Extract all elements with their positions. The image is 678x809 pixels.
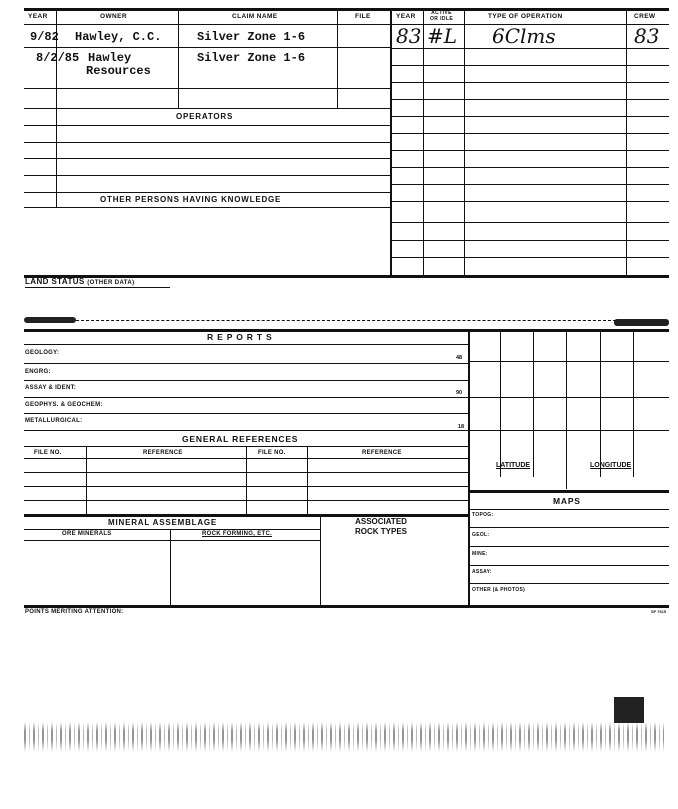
row-rule xyxy=(24,363,468,364)
col-rule xyxy=(533,329,534,477)
col-rule xyxy=(468,329,470,605)
row-rule xyxy=(24,605,669,608)
col-rule xyxy=(178,8,179,108)
row-rule xyxy=(468,527,669,528)
header-owner: OWNER xyxy=(100,13,127,20)
land-status-label xyxy=(25,277,135,286)
reports-top-rule xyxy=(24,329,669,332)
maps-title: MAPS xyxy=(553,496,581,506)
row-rule xyxy=(391,116,669,117)
header-bottom-rule xyxy=(24,24,669,25)
row-rule xyxy=(391,65,669,66)
row-rule xyxy=(468,509,669,510)
row1-claim-name: Silver Zone 1-6 xyxy=(197,30,306,44)
row2-owner-line2: Resources xyxy=(86,64,151,78)
report-geology-num: 48 xyxy=(456,355,463,361)
latitude-label: LATITUDE xyxy=(496,462,531,469)
header-crew: CREW xyxy=(634,13,656,20)
handwritten-type-of-operation: 6Clms xyxy=(492,24,556,48)
maps-topog: TOPOG: xyxy=(472,512,494,518)
row-rule xyxy=(24,207,391,208)
row1-year: 9/82 xyxy=(30,30,59,44)
longitude-label: LONGITUDE xyxy=(590,462,632,469)
row-rule xyxy=(391,201,669,202)
col-rule xyxy=(626,8,627,275)
row-rule xyxy=(24,540,320,541)
header-year-2: YEAR xyxy=(396,13,416,20)
col-rule xyxy=(246,446,247,514)
form-number: SF 7615 xyxy=(651,609,667,614)
row-rule xyxy=(468,490,669,493)
gr-reference-1: REFERENCE xyxy=(143,450,183,456)
report-metallurgical-num: 18 xyxy=(458,424,465,430)
row-rule xyxy=(24,88,391,89)
row2-owner: Hawley xyxy=(88,51,132,65)
row-rule xyxy=(24,108,391,109)
col-rule xyxy=(170,529,171,605)
col-rule xyxy=(390,8,392,275)
row-rule xyxy=(24,529,320,530)
gr-reference-2: REFERENCE xyxy=(362,450,402,456)
row-rule xyxy=(391,240,669,241)
row-rule xyxy=(24,125,391,126)
top-border xyxy=(24,8,669,11)
row2-claim-name: Silver Zone 1-6 xyxy=(197,51,306,65)
operators-title: OPERATORS xyxy=(176,112,234,121)
row-rule xyxy=(24,344,468,345)
col-rule xyxy=(500,329,501,477)
row-rule xyxy=(391,99,669,100)
ore-minerals-label: ORE MINERALS xyxy=(62,531,112,537)
row-rule xyxy=(468,583,669,584)
points-meriting-attention: POINTS MERITING ATTENTION: xyxy=(25,609,124,615)
row-rule xyxy=(24,175,391,176)
row-rule xyxy=(468,397,669,398)
col-rule xyxy=(633,329,634,477)
col-rule xyxy=(320,514,321,605)
reports-title: R E P O R T S xyxy=(207,332,273,342)
header-claim-name: CLAIM NAME xyxy=(232,13,278,20)
other-persons-title: OTHER PERSONS HAVING KNOWLEDGE xyxy=(100,195,282,204)
rock-forming-label: ROCK FORMING, ETC. xyxy=(202,531,273,537)
scan-dash-line xyxy=(76,320,616,321)
land-status-sub: (OTHER DATA) xyxy=(87,280,135,286)
col-rule xyxy=(86,446,87,514)
maps-other: OTHER (& PHOTOS) xyxy=(472,587,526,593)
row-rule xyxy=(468,361,669,362)
report-geology: GEOLOGY: xyxy=(25,350,60,356)
report-metallurgical: METALLURGICAL: xyxy=(25,418,83,424)
row-rule xyxy=(24,380,468,381)
maps-assay: ASSAY: xyxy=(472,569,492,575)
gr-file-no-1: FILE NO. xyxy=(34,450,62,456)
row-rule xyxy=(468,565,669,566)
maps-mine: MINE: xyxy=(472,551,488,557)
row-rule xyxy=(391,82,669,83)
header-active-idle: ACTIVE OR IDLE xyxy=(430,10,454,22)
report-assay-num: 90 xyxy=(456,390,463,396)
gr-file-no-2: FILE NO. xyxy=(258,450,286,456)
land-status-text: LAND STATUS xyxy=(25,277,85,286)
handwritten-active-idle: #L xyxy=(427,24,458,48)
handwritten-crew: 83 xyxy=(634,24,660,48)
scan-noise-band xyxy=(24,722,664,752)
general-references-title: GENERAL REFERENCES xyxy=(182,434,299,444)
col-rule xyxy=(566,329,567,489)
row-rule xyxy=(391,48,669,49)
row-rule xyxy=(24,158,391,159)
land-status-underline xyxy=(25,287,170,288)
header-year: YEAR xyxy=(28,13,48,20)
associated-rock-types-label: ASSOCIATED ROCK TYPES xyxy=(355,517,408,536)
row-rule xyxy=(24,142,391,143)
col-rule xyxy=(600,329,601,477)
row-rule xyxy=(24,397,468,398)
col-rule xyxy=(423,8,424,275)
row-rule xyxy=(468,546,669,547)
row-rule xyxy=(391,222,669,223)
scan-mark xyxy=(614,319,669,326)
row2-year: 8/2/85 xyxy=(36,51,80,65)
scan-mark xyxy=(24,317,76,323)
col-rule xyxy=(464,8,465,275)
row-rule xyxy=(391,184,669,185)
row-rule xyxy=(391,133,669,134)
col-rule xyxy=(337,8,338,108)
maps-geol: GEOL: xyxy=(472,532,490,538)
header-file: FILE xyxy=(355,13,371,20)
row-rule xyxy=(24,430,669,431)
row-rule xyxy=(391,257,669,258)
row-rule xyxy=(391,167,669,168)
row-rule xyxy=(24,192,391,193)
mineral-assemblage-title: MINERAL ASSEMBLAGE xyxy=(108,518,218,527)
report-assay: ASSAY & IDENT: xyxy=(25,385,77,391)
scan-block xyxy=(614,697,644,723)
handwritten-year: 83 xyxy=(396,24,422,48)
report-engrg: ENGRG: xyxy=(25,369,51,375)
col-rule xyxy=(307,446,308,514)
header-type-of-operation: TYPE OF OPERATION xyxy=(488,13,563,20)
row-rule xyxy=(24,413,468,414)
row-rule xyxy=(391,150,669,151)
row1-owner: Hawley, C.C. xyxy=(75,30,162,44)
row-rule xyxy=(24,47,391,48)
report-geophys: GEOPHYS. & GEOCHEM: xyxy=(25,402,103,408)
